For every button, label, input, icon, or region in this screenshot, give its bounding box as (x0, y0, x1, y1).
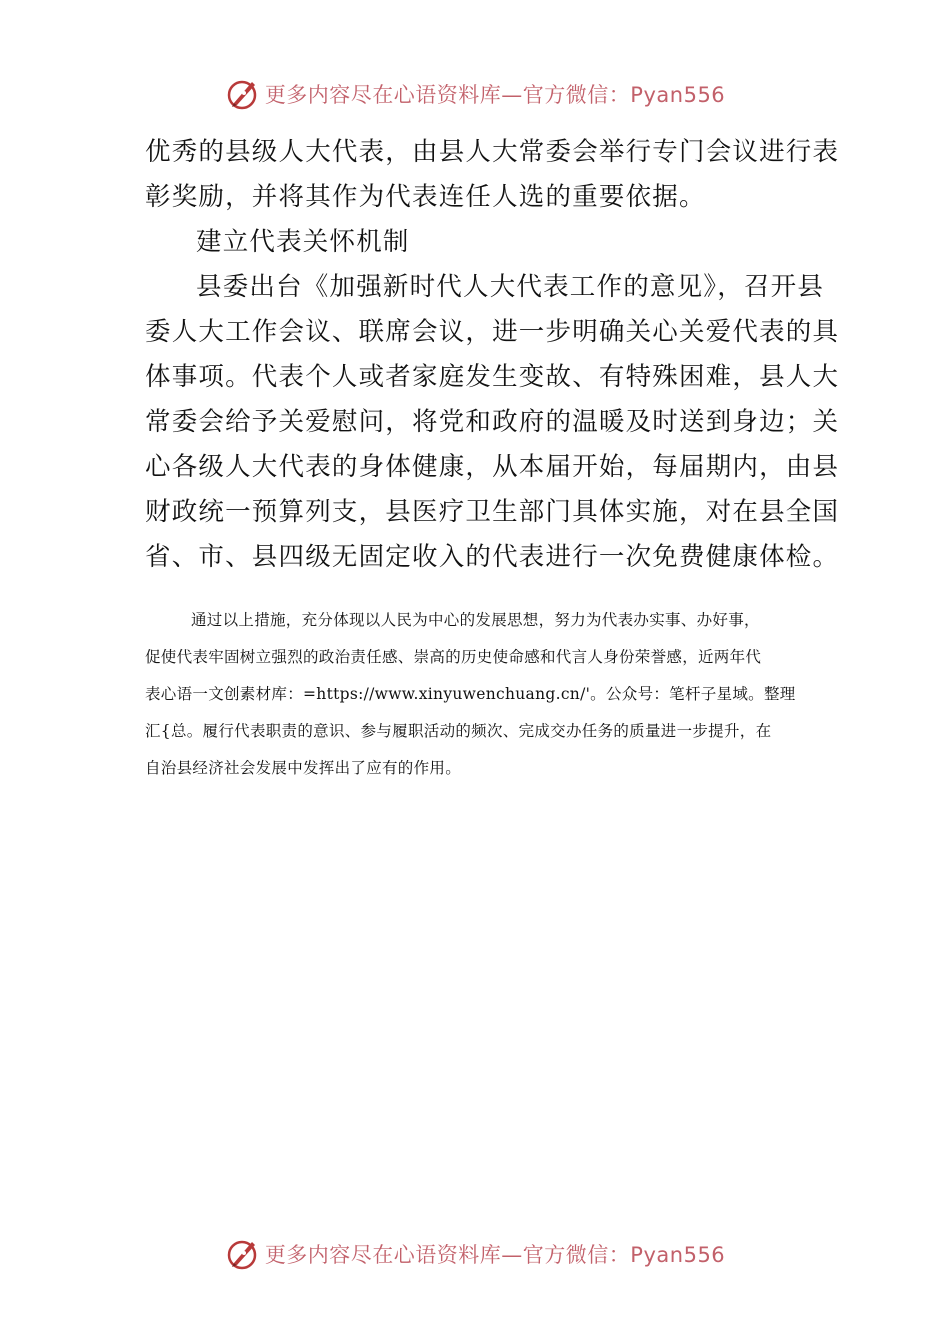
text-line: 通过以上措施，充分体现以人民为中心的发展思想，努力为代表办实事、办好事， (191, 611, 760, 629)
text-line: 表心语一文创素材库：=https://www.xinyuwenchuang.cn/'。公众号：笔杆子星域。整理 (145, 685, 796, 703)
paragraph-1 (145, 130, 840, 220)
text-line: 省、市、县四级无固定收入的代表进行一次免费健康体检。 (145, 542, 840, 572)
text-line: 心各级人大代表的身体健康，从本届开始，每届期内，由县 (145, 452, 840, 482)
header-banner-text: 更多内容尽在心语资料库—官方微信：Pyan556 (264, 83, 726, 107)
text-line: 县委出台《加强新时代人大代表工作的意见》，召开县 (196, 272, 825, 302)
text-line: 常委会给予关爱慰问，将党和政府的温暖及时送到身边；关 (145, 407, 840, 437)
text-line: 汇{总。履行代表职责的意识、参与履职活动的频次、完成交办任务的质量进一步提升，在 (145, 722, 772, 740)
text-line: 财政统一预算列支，县医疗卫生部门具体实施，对在县全国 (145, 497, 840, 527)
text-line: 彰奖励，并将其作为代表连任人选的重要依据。 (145, 182, 706, 212)
footer-banner-text: 更多内容尽在心语资料库—官方微信：Pyan556 (264, 1243, 726, 1267)
text-line: 自治县经济社会发展中发挥出了应有的作用。 (145, 759, 462, 777)
footer-banner (0, 1234, 950, 1274)
text-line: 体事项。代表个人或者家庭发生变故、有特殊困难，县人大 (145, 362, 840, 392)
pen-nib-logo-icon (225, 76, 261, 112)
paragraph-3 (145, 602, 810, 787)
text-line: 优秀的县级人大代表，由县人大常委会举行专门会议进行表 (145, 137, 840, 167)
paragraph-2 (145, 265, 840, 580)
header-banner (0, 74, 950, 114)
document-body (145, 130, 840, 787)
text-line: 委人大工作会议、联席会议，进一步明确关心关爱代表的具 (145, 317, 840, 347)
pen-nib-logo-icon (225, 1236, 261, 1272)
text-line: 促使代表牢固树立强烈的政治责任感、崇高的历史使命感和代言人身份荣誉感，近两年代 (145, 648, 762, 666)
section-heading: 建立代表关怀机制 (196, 227, 410, 257)
